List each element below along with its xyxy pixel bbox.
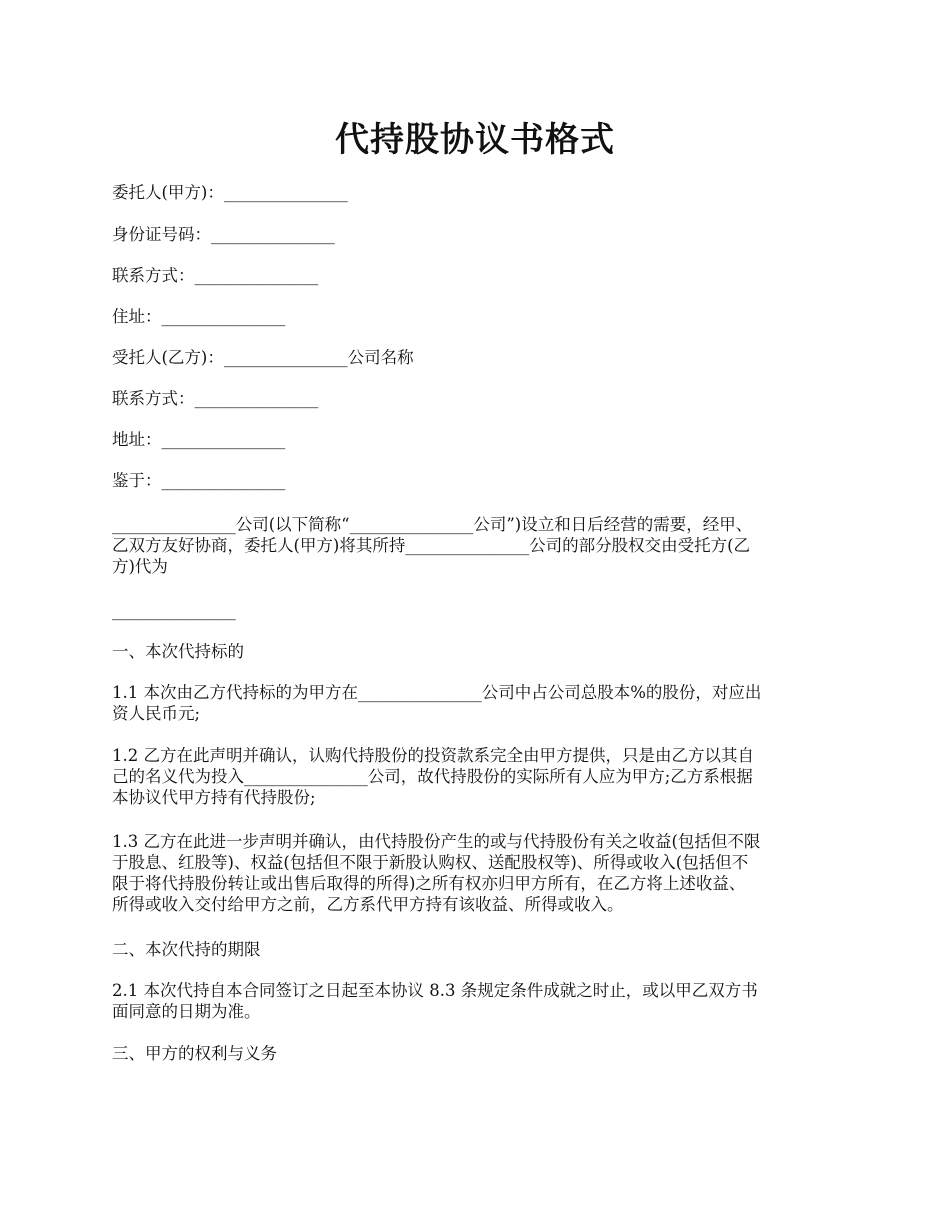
field-contact-b: 联系方式：_______________	[112, 389, 319, 408]
field-trustee: 受托人(乙方)：_______________公司名称	[112, 348, 414, 367]
field-id-number: 身份证号码：_______________	[112, 225, 335, 244]
clause-1-1	[112, 682, 842, 724]
field-residence: 住址：_______________	[112, 307, 286, 326]
document-title: 代持股协议书格式	[335, 120, 615, 160]
preamble-blank: _______________	[112, 601, 236, 620]
clause-line: 资人民币元;	[112, 704, 201, 723]
clause-line: 面同意的日期为准。	[112, 1002, 261, 1021]
clause-line: 限于将代持股份转让或出售后取得的所得)之所有权亦归甲方所有，在乙方将上述收益、	[112, 874, 746, 893]
clause-line: 1.1 本次由乙方代持标的为甲方在_______________公司中占公司总股本%的股份，对应出	[112, 683, 762, 702]
clause-line: 己的名义代为投入_______________公司，故代持股份的实际所有人应为甲方;乙方系根据	[112, 767, 753, 786]
clause-2-1	[112, 980, 842, 1022]
field-whereas: 鉴于：_______________	[112, 471, 286, 490]
clause-line: 所得或收入交付给甲方之前，乙方系代甲方持有该收益、所得或收入。	[112, 895, 624, 914]
clause-1-3	[112, 831, 842, 915]
field-contact-a: 联系方式：_______________	[112, 266, 319, 285]
preamble-line: 乙双方友好协商，委托人(甲方)将其所持_______________公司的部分股权交由受托方(乙	[112, 536, 751, 555]
section-2-heading: 二、本次代持的期限	[112, 940, 261, 959]
clause-line: 本协议代甲方持有代持股份;	[112, 788, 316, 807]
preamble-line: _______________公司(以下简称“_______________公司”)设立和日后经营的需要，经甲、	[112, 515, 753, 534]
preamble-paragraph	[112, 514, 842, 577]
preamble-line: 方)代为	[112, 557, 168, 576]
field-principal: 委托人(甲方)：_______________	[112, 183, 348, 202]
section-1-heading: 一、本次代持标的	[112, 642, 244, 661]
clause-1-2	[112, 745, 842, 808]
field-address: 地址：_______________	[112, 430, 286, 449]
section-3-heading: 三、甲方的权利与义务	[112, 1044, 277, 1063]
clause-line: 1.2 乙方在此声明并确认，认购代持股份的投资款系完全由甲方提供，只是由乙方以其自	[112, 746, 754, 765]
clause-line: 2.1 本次代持自本合同签订之日起至本协议 8.3 条规定条件成就之时止，或以甲乙双方书	[112, 981, 758, 1000]
clause-line: 于股息、红股等)、权益(包括但不限于新股认购权、送配股权等)、所得或收入(包括但不	[112, 853, 749, 872]
clause-line: 1.3 乙方在此进一步声明并确认，由代持股份产生的或与代持股份有关之收益(包括但不限	[112, 832, 761, 851]
